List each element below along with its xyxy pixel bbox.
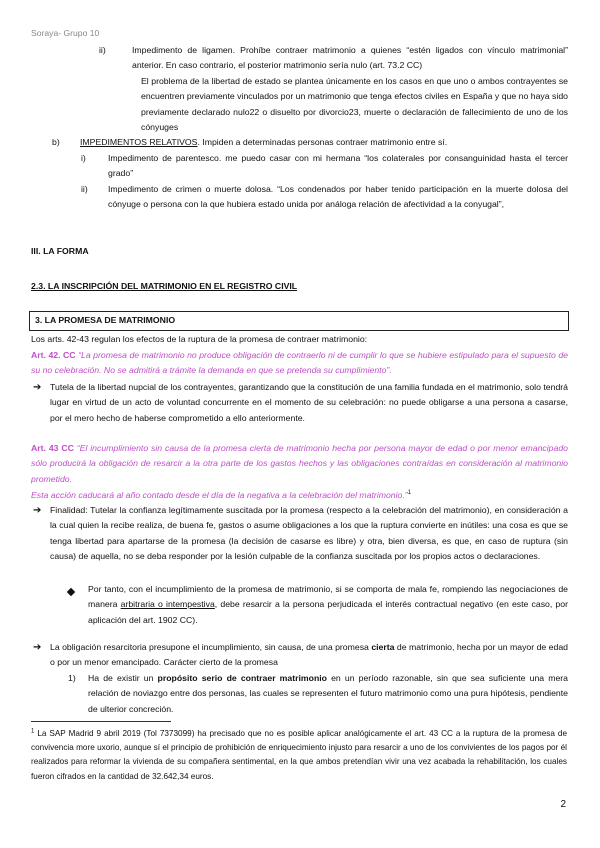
finalidad-paragraph: Finalidad: Tutelar la confianza legítimamente suscitada por la promesa (respecto a la celebración del matrimonio), en consideración a la cual quien la recibe realiza, de buena fe, gastos o asume obligaciones a los que la ruptura convierte en inútiles: una cosa es que se tenga libertad para apartarse de la promesa (la decisión de casarse es libre) y otra, bien diversa, es que, en caso de ruptura (sin causa) de aquella, no se deba responder por la lesión culpable de la confianza suscitada por los propios actos o declaraciones. bbox=[50, 505, 568, 561]
item-label: b) bbox=[52, 137, 60, 147]
impedimento-parentesco: Impedimento de parentesco. me puedo casar con mi hermana “los colaterales por consanguinidad hasta el tercer grado” bbox=[108, 153, 568, 179]
page-header: Soraya- Grupo 10 bbox=[31, 28, 100, 38]
obligacion-resarcitoria-paragraph: La obligación resarcitoria presupone el incumplimiento, sin causa, de una promesa cierta de matrimonio, hecha por un mayor de edad o por un menor emancipado. Carácter cierto de la promesa bbox=[50, 642, 568, 668]
art-42-quote: Art. 42. CC “La promesa de matrimonio no produce obligación de contraerlo ni de cumplir lo que se hubiere estipulado para el supuesto de su no celebración. No se admitirá a trámite la demanda en que se pretenda su cumplimiento”. bbox=[31, 350, 568, 376]
tutela-libertad-paragraph: Tutela de la libertad nupcial de los contrayentes, garantizando que la constitución de una familia fundada en el matrimonio, solo tendrá lugar en virtud de un acto de voluntad concurrente en el momento de su celebración: no puede obligarse a una persona a casarse, por el mero hecho de haberse comprometido a ello anteriormente. bbox=[50, 382, 568, 423]
item-label: i) bbox=[81, 153, 86, 163]
impedimento-ligamen: Impedimento de ligamen. Prohíbe contraer matrimonio a quienes “estén ligados con vínculo matrimonial” anterior. En caso contrario, el posterior matrimonio sería nulo (art. 73.2 CC) bbox=[132, 45, 568, 71]
art-43-caducidad: Esta acción caducará al año contado desde el día de la negativa a la celebración del matrimonio.”$^1$ bbox=[31, 490, 412, 500]
art-43-quote: Art. 43 CC “El incumplimiento sin causa de la promesa cierta de matrimonio hecha por persona mayor de edad o por menor emancipado sólo producirá la obligación de resarcir a la otra parte de los gastos hechos y las obligaciones contraídas en consideración al matrimonio prometido. bbox=[31, 443, 568, 484]
section-box-promesa bbox=[29, 311, 569, 331]
section-heading-forma: III. LA FORMA bbox=[31, 246, 89, 256]
proposito-serio-paragraph: Ha de existir un propósito serio de contraer matrimonio en un período razonable, sin que sea suficiente una mera relación de noviazgo entre dos personas, las cuales se representen el futuro matrimonio como una pura hipótesis, pendiente de ulterior concreción. bbox=[88, 673, 569, 714]
arrow-bullet-icon: ➔ bbox=[33, 382, 42, 393]
section-heading-promesa: 3. LA PROMESA DE MATRIMONIO bbox=[35, 315, 176, 325]
arrow-bullet-icon: ➔ bbox=[33, 642, 42, 653]
intro-paragraph: Los arts. 42-43 regulan los efectos de la ruptura de la promesa de contraer matrimonio: bbox=[31, 334, 368, 344]
mala-fe-paragraph: Por tanto, con el incumplimiento de la promesa de matrimonio, si se comporta de mala fe, rompiendo las negociaciones de manera arbitraria o intempestiva, debe resarcir a la persona perjudicada el interés contractual negativo (en este caso, por aplicación del art. 1902 CC). bbox=[88, 584, 568, 625]
impedimentos-relativos: IMPEDIMENTOS RELATIVOS. Impiden a determinadas personas contraer matrimonio entre sí. bbox=[80, 137, 448, 147]
item-label: ii) bbox=[99, 45, 106, 55]
diamond-bullet-icon bbox=[67, 588, 75, 596]
section-heading-inscripcion: 2.3. LA INSCRIPCIÓN DEL MATRIMONIO EN EL REGISTRO CIVIL bbox=[31, 281, 298, 291]
arrow-bullet-icon: ➔ bbox=[33, 505, 42, 516]
footnote: $^1$ La SAP Madrid 9 abril 2019 (Tol 7373099) ha precisado que no es posible aplicar analógicamente el art. 43 CC a la ruptura de la promesa de convivencia more uxorio, aunque sí el principio de prohibición de enriquecimiento injusto para resarcir a uno de los convivientes de los pagos por él realizados para reformar la vivienda de su compañera sentimental, en la que ambos pretendían vivir una vez acabada la rehabilitación, los cuales fueron cifrados en la cantidad de 32.642,34 euros. bbox=[31, 728, 567, 781]
impedimento-crimen: Impedimento de crimen o muerte dolosa. “Los condenados por haber tenido participación en la muerte dolosa del cónyuge o persona con la que hubiera estado unida por análoga relación de afectividad a la conyugal”, bbox=[108, 184, 568, 210]
page-number: 2 bbox=[560, 799, 566, 810]
item-label: 1) bbox=[68, 673, 76, 683]
item-label: ii) bbox=[81, 184, 88, 194]
footnote-separator bbox=[31, 721, 171, 722]
libertad-estado-note: El problema de la libertad de estado se plantea únicamente en los casos en que uno o ambos contrayentes se encuentren previamente vinculados por un matrimonio que tenga efectos civiles en España y que no haya sido previamente declarado nulo22 o disuelto por divorcio23, muerte o declaración de fallecimiento de uno de los cónyuges bbox=[141, 76, 568, 132]
